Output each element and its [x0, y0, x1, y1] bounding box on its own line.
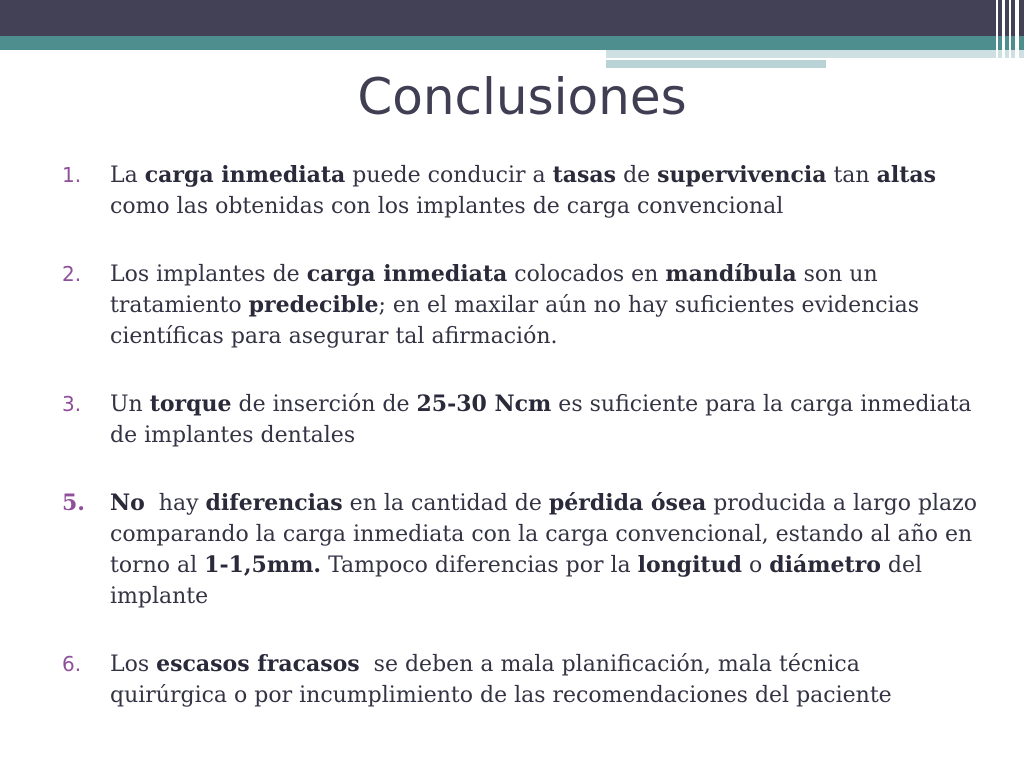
list-item	[62, 488, 985, 612]
text-segment: del implante	[110, 553, 930, 609]
list-item	[62, 259, 982, 352]
list-item	[62, 389, 982, 451]
text-segment: en la cantidad de	[342, 491, 549, 516]
text-segment: Los	[110, 652, 157, 677]
bold-text: carga inmediata	[306, 261, 508, 287]
header-teal-band	[0, 36, 1024, 50]
list-item-text	[110, 262, 926, 349]
bold-text: escasos fracasos	[156, 651, 360, 677]
bold-text: diámetro	[769, 552, 881, 578]
list-item-number: 2.	[62, 262, 82, 286]
list-item-text	[110, 392, 979, 448]
bold-text: pérdida ósea	[548, 490, 707, 516]
list-item	[62, 160, 982, 222]
header-dark-band	[0, 0, 1024, 36]
list-item-text	[110, 163, 943, 219]
header-vertical-stripes	[990, 0, 1024, 70]
bold-text: longitud	[637, 552, 742, 578]
text-segment: Un	[110, 392, 150, 417]
header-light-bar-short	[606, 60, 826, 68]
bold-text: No	[110, 490, 145, 516]
bold-text: predecible	[248, 292, 379, 318]
text-segment: Los implantes de	[110, 262, 307, 287]
list-item-number: 6.	[62, 652, 82, 676]
bold-text: 1-1,5mm.	[204, 552, 322, 578]
text-segment: como las obtenidas con los implantes de carga convencional	[110, 163, 943, 219]
text-segment: hay	[144, 491, 206, 516]
bold-text: 25-30 Ncm	[416, 391, 552, 417]
text-segment: colocados en	[507, 262, 666, 287]
bold-text: diferencias	[205, 490, 343, 516]
text-segment: son un tratamiento	[110, 262, 885, 318]
bold-text: carga inmediata	[144, 162, 346, 188]
text-segment: de inserción de	[231, 392, 417, 417]
text-segment: puede conducir a	[345, 163, 553, 188]
header-light-bar	[606, 50, 1024, 58]
text-segment: se deben a mala planificación, mala técnica quirúrgica o por incumplimiento de las recomendaciones del paciente	[110, 652, 892, 708]
text-segment: Tampoco diferencias por la	[321, 553, 638, 578]
slide-title: Conclusiones	[357, 68, 687, 126]
list-item-text	[110, 652, 892, 708]
text-segment: de	[616, 163, 658, 188]
text-segment: La	[110, 163, 145, 188]
list-item-text	[110, 491, 984, 609]
text-segment: ; en el maxilar aún no hay suficientes evidencias científicas para asegurar tal afirmación.	[110, 293, 927, 349]
text-segment: o	[741, 553, 770, 578]
text-segment: es suficiente para la carga inmediata de implantes dentales	[110, 392, 979, 448]
list-item-number: 5.	[62, 490, 85, 516]
text-segment: producida a largo plazo comparando la carga inmediata con la carga convencional, estando al año en torno al	[110, 491, 985, 578]
bold-text: supervivencia	[657, 162, 827, 188]
bold-text: torque	[149, 391, 232, 417]
conclusions-list	[62, 160, 985, 711]
list-item	[62, 649, 982, 711]
list-item-number: 1.	[62, 163, 82, 187]
bold-text: mandíbula	[665, 261, 797, 287]
list-item-number: 3.	[62, 392, 82, 416]
bold-text: altas	[876, 162, 936, 188]
text-segment: tan	[826, 163, 877, 188]
bold-text: tasas	[552, 162, 617, 188]
